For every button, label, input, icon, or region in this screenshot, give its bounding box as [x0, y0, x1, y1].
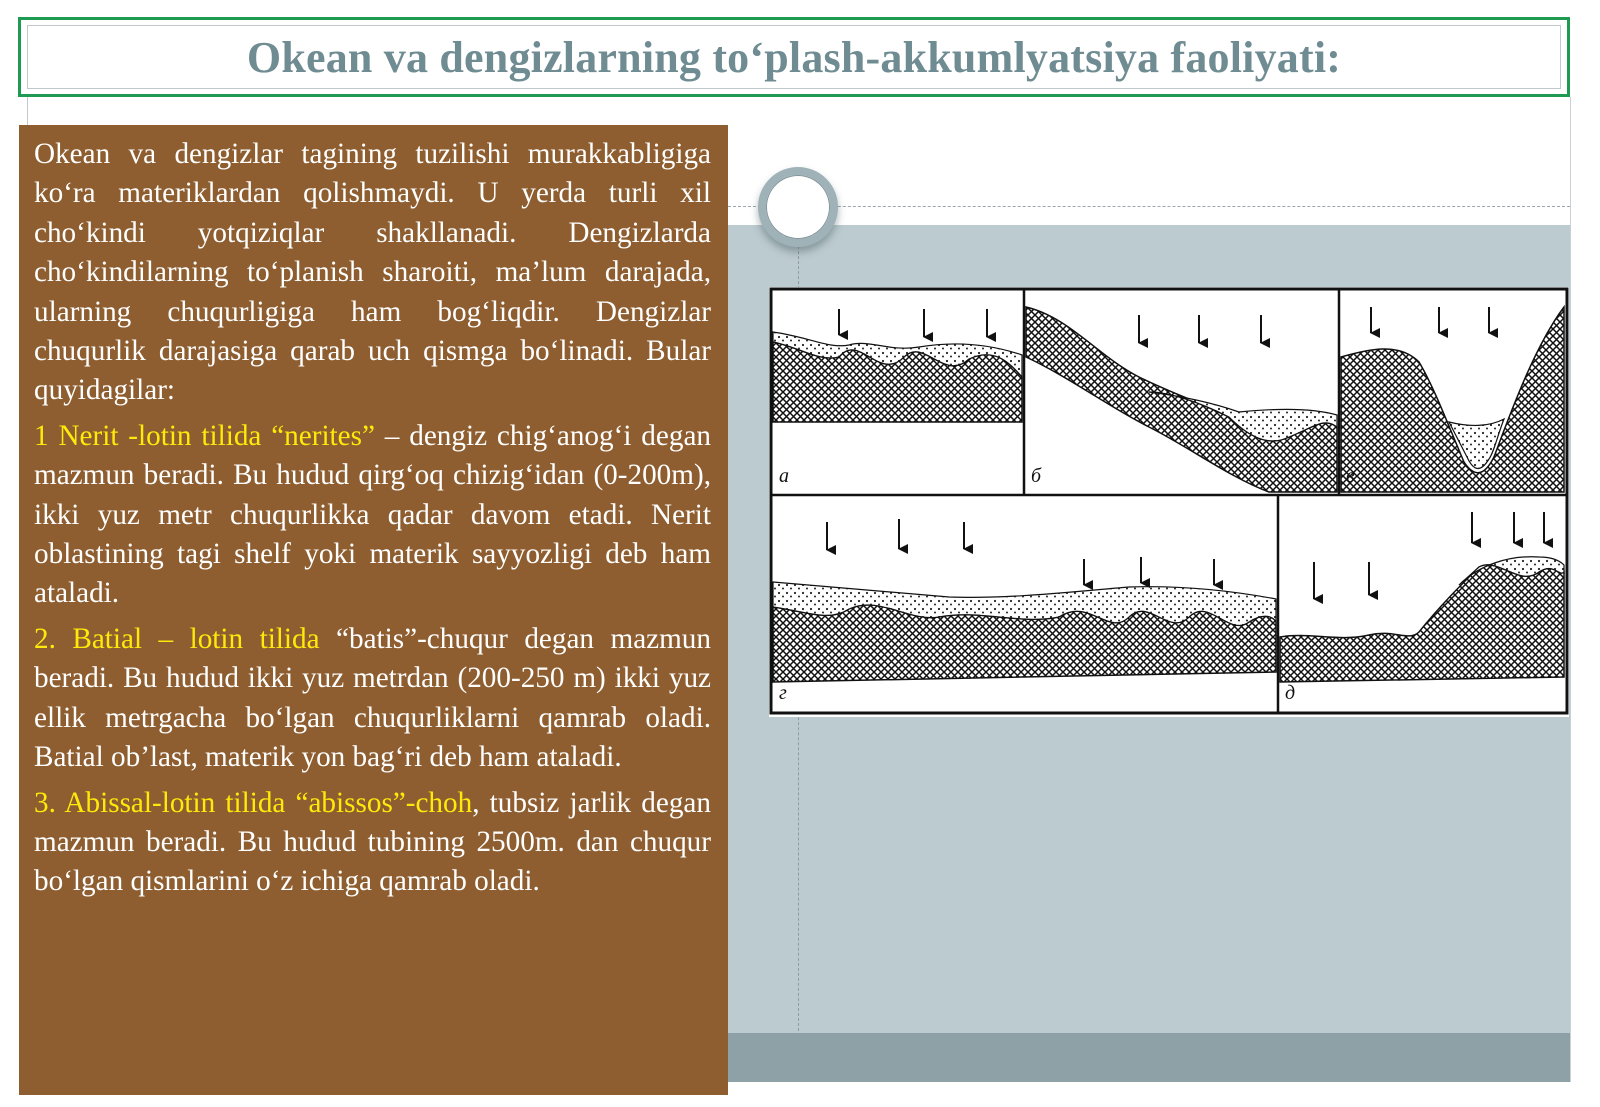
text-panel	[19, 125, 728, 1095]
text-batial: “batis”-chuqur degan mazmun beradi. Bu hudud ikki yuz metrdan (200-250 m) ikki yuz ellik metrgacha bo‘lgan chuqurliklarni qamrab oladi. Batial ob’last, materik yon bag‘ri deb ham ataladi.	[34, 622, 711, 774]
panel-label-a: а	[779, 465, 789, 487]
paragraph-abissal	[34, 784, 711, 902]
paragraph-batial	[34, 620, 711, 778]
panel-label-g: г	[779, 682, 787, 704]
panel-label-d: д	[1285, 682, 1296, 704]
panel-label-v: в	[1346, 465, 1355, 487]
decor-line	[27, 97, 28, 125]
sedimentation-diagram	[769, 287, 1569, 717]
highlight-batial: 2. Batial – lotin tilida	[34, 622, 320, 655]
paragraph-nerit	[34, 417, 711, 614]
paragraph-intro: Okean va dengizlar tagining tuzilishi murakkabligiga ko‘ra materiklardan qolishmaydi. U yerda turli xil cho‘kindi yotqiziqlar shakllanadi. Dengizlarda cho‘kindilarning to‘planish sharoiti, ma’lum darajada, ularning chuqurligiga ham bog‘liqdir. Dengizlar chuqurlik darajasiga qarab uch qismga bo‘linadi. Bular quyidagilar:	[34, 138, 711, 407]
side-panel-band	[728, 1033, 1570, 1082]
highlight-nerit: 1 Nerit -lotin tilida “nerites”	[34, 419, 375, 452]
slide-title: Okean va dengizlarning to‘plash-akkumlyatsiya faoliyati:	[246, 32, 1342, 82]
panel-label-b: б	[1031, 465, 1042, 487]
text-nerit: – dengiz chig‘anog‘i degan mazmun beradi. Bu hudud qirg‘oq chizig‘idan (0-200m), ikki yuz metr chuqurlikka qadar davom etadi. Nerit oblastining tagi shelf yoki materik sayyozligi deb ham ataladi.	[34, 419, 711, 610]
title-frame	[18, 17, 1570, 97]
guide-line-horizontal	[728, 206, 1570, 207]
decor-frame-line	[1570, 97, 1571, 1082]
text-abissal: , tubsiz jarlik degan mazmun beradi. Bu hudud tubining 2500m. dan chuqur bo‘lgan qismlarini o‘z ichiga qamrab oladi.	[34, 786, 711, 898]
highlight-abissal: 3. Abissal-lotin tilida “abissos”-choh	[34, 786, 473, 819]
sedimentation-diagram-svg	[769, 287, 1569, 717]
decor-circle	[758, 167, 838, 247]
